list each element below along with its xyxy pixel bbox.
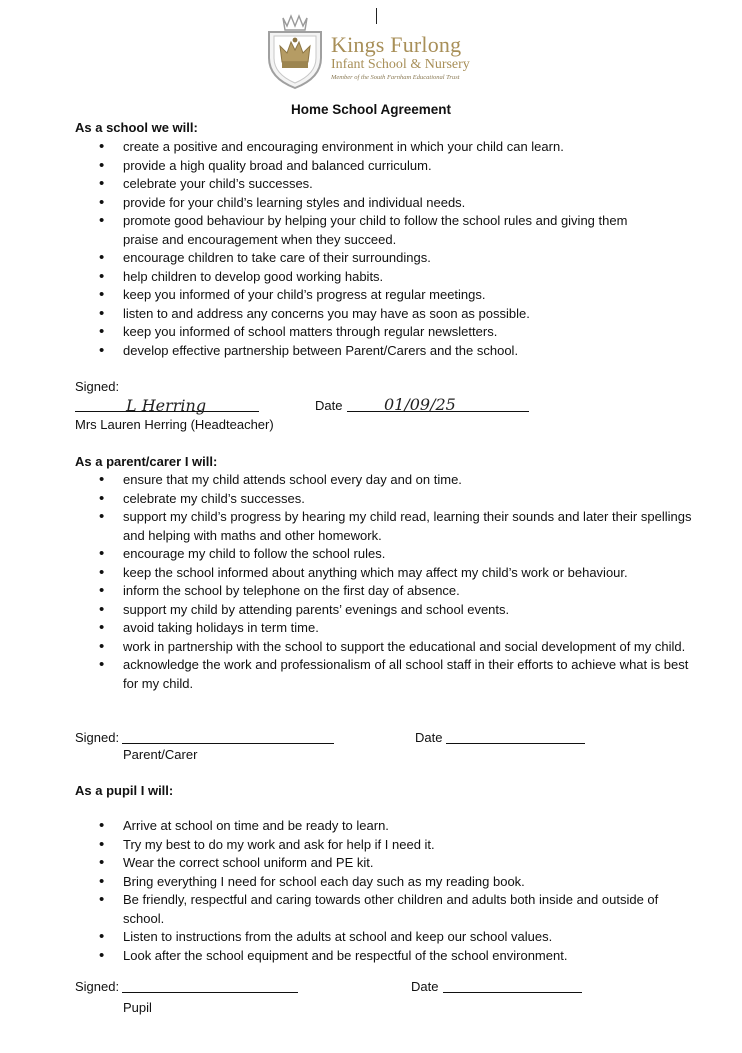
school-heading: As a school we will: [75, 120, 198, 135]
school-commitments-list [75, 138, 635, 360]
school-list-item: • celebrate your child’s successes. [75, 175, 635, 194]
pupil-date-line[interactable] [443, 992, 582, 993]
school-list-item: • listen to and address any concerns you may have as soon as possible. [75, 305, 635, 324]
school-list-item: • provide a high quality broad and balanced curriculum. [75, 157, 635, 176]
parent-list-item: • work in partnership with the school to support the educational and social development of my child. [75, 638, 695, 657]
pupil-signatory: Pupil [123, 1000, 152, 1015]
pupil-heading: As a pupil I will: [75, 783, 174, 798]
pupil-date-label: Date [411, 979, 439, 994]
pupil-signature-line[interactable] [122, 992, 298, 993]
school-date-label: Date [315, 398, 343, 413]
parent-list-item: • ensure that my child attends school every day and on time. [75, 471, 695, 490]
parent-list-item: • acknowledge the work and professionalism of all school staff in their efforts to achieve what is best for my child. [75, 656, 695, 693]
parent-list-item: • inform the school by telephone on the first day of absence. [75, 582, 695, 601]
pupil-list-item: • Bring everything I need for school each day such as my reading book. [75, 873, 695, 892]
school-list-item: • promote good behaviour by helping your child to follow the school rules and giving them praise and encouragement when they succeed. [75, 212, 635, 249]
pupil-list-item: • Arrive at school on time and be ready to learn. [75, 817, 695, 836]
parent-list-item: • support my child’s progress by hearing my child read, learning their sounds and later their spellings and helping with maths and other homework. [75, 508, 695, 545]
school-logo [265, 8, 485, 90]
parent-list-item: • encourage my child to follow the school rules. [75, 545, 695, 564]
school-signatory: Mrs Lauren Herring (Headteacher) [75, 417, 274, 432]
school-list-item: • provide for your child’s learning styles and individual needs. [75, 194, 635, 213]
parent-date-label: Date [415, 730, 443, 745]
parent-date-line[interactable] [446, 743, 585, 744]
parent-list-item: • support my child by attending parents’ evenings and school events. [75, 601, 695, 620]
pupil-list-item: • Look after the school equipment and be respectful of the school environment. [75, 947, 695, 966]
parent-signature-line[interactable] [122, 743, 334, 744]
logo-member-text: Member of the South Farnham Educational Trust [331, 74, 460, 81]
pupil-list-item: • Wear the correct school uniform and PE kit. [75, 854, 695, 873]
school-list-item: • encourage children to take care of their surroundings. [75, 249, 635, 268]
pupil-list-item: • Be friendly, respectful and caring towards other children and adults both inside and outside of school. [75, 891, 695, 928]
school-list-item: • create a positive and encouraging environment in which your child can learn. [75, 138, 635, 157]
school-signature: L Herring [126, 396, 207, 415]
page-title: Home School Agreement [290, 102, 452, 117]
school-signed-label: Signed: [75, 379, 120, 394]
school-list-item: • keep you informed of your child’s progress at regular meetings. [75, 286, 635, 305]
pupil-list-item: • Try my best to do my work and ask for help if I need it. [75, 836, 695, 855]
parent-list-item: • keep the school informed about anything which may affect my child’s work or behaviour. [75, 564, 695, 583]
parent-heading: As a parent/carer I will: [75, 454, 218, 469]
school-list-item: • keep you informed of school matters through regular newsletters. [75, 323, 635, 342]
parent-list-item: • celebrate my child’s successes. [75, 490, 695, 509]
pupil-commitments-list [75, 817, 695, 965]
text-cursor [376, 8, 377, 24]
parent-signatory: Parent/Carer [123, 747, 198, 762]
school-list-item: • help children to develop good working habits. [75, 268, 635, 287]
pupil-list-item: • Listen to instructions from the adults at school and keep our school values. [75, 928, 695, 947]
school-date-value: 01/09/25 [384, 395, 456, 414]
school-list-item: • develop effective partnership between Parent/Carers and the school. [75, 342, 635, 361]
pupil-signed-label: Signed: [75, 979, 120, 994]
parent-list-item: • avoid taking holidays in term time. [75, 619, 695, 638]
parent-signed-label: Signed: [75, 730, 120, 745]
parent-commitments-list [75, 471, 695, 693]
logo-subtitle: Infant School & Nursery [331, 57, 470, 72]
crown-shield-icon [265, 8, 325, 90]
logo-school-name: Kings Furlong [331, 32, 462, 57]
